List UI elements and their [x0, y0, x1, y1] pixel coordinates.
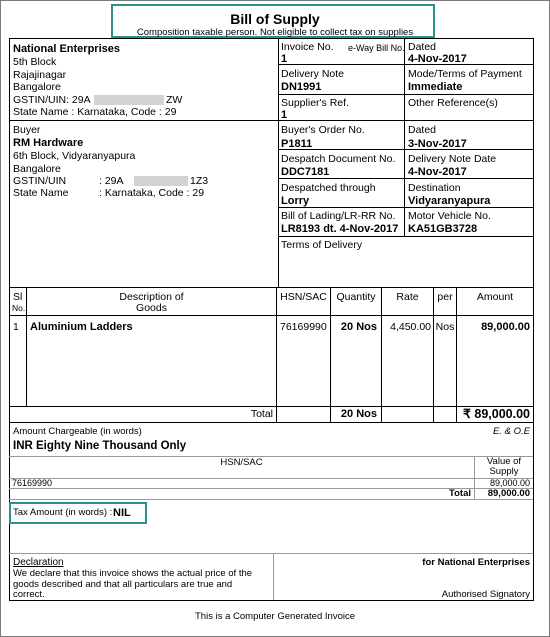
value-of-supply-header-2: Supply [489, 466, 519, 477]
seller-address-3: Bangalore [13, 81, 61, 93]
hsn-summary-total-value: 89,000.00 [487, 488, 530, 499]
col-sl-header-1: Sl [13, 291, 23, 303]
rule [9, 120, 278, 121]
item-per: Nos [435, 321, 455, 333]
rule [9, 406, 533, 407]
seller-gstin-suffix: ZW [166, 94, 183, 106]
buyer-gstin-label: GSTIN/UIN [13, 175, 67, 187]
buyers-order-value: P1811 [281, 138, 313, 150]
buyer-state-value: : Karnataka, Code : 29 [99, 187, 205, 199]
buyer-label: Buyer [13, 124, 41, 136]
tax-amount-label: Tax Amount (in words) : [13, 507, 113, 518]
rule [433, 287, 434, 422]
col-quantity-header: Quantity [336, 291, 376, 303]
seller-address-2: Rajajinagar [13, 69, 67, 81]
supplier-ref-value: 1 [281, 109, 288, 121]
rule [276, 287, 277, 422]
eway-bill-label: e-Way Bill No. [348, 43, 405, 53]
delivery-note-date-label: Delivery Note Date [408, 153, 497, 165]
rule [278, 38, 279, 287]
eoe-label: E. & O.E [493, 426, 530, 437]
buyer-gstin-prefix: : 29A [99, 175, 124, 187]
authorised-signatory-label: Authorised Signatory [441, 589, 530, 600]
mode-label: Mode/Terms of Payment [408, 68, 522, 80]
item-hsn: 76169990 [280, 321, 327, 333]
other-ref-label: Other Reference(s) [408, 97, 498, 109]
rule [330, 287, 331, 422]
for-company-label: for National Enterprises [422, 557, 530, 568]
delivery-note-date-value: 4-Nov-2017 [408, 166, 467, 178]
items-total-amount: ₹ 89,000.00 [462, 407, 530, 421]
rule [9, 553, 533, 554]
dated-label: Dated [408, 41, 437, 53]
col-description-header-2: Goods [136, 302, 167, 314]
mode-value: Immediate [408, 81, 463, 93]
footer-note: This is a Computer Generated Invoice [195, 611, 355, 622]
rule [9, 478, 533, 479]
items-total-label: Total [250, 408, 273, 420]
item-rate: 4,450.00 [390, 321, 431, 333]
amount-words-value: INR Eighty Nine Thousand Only [13, 440, 187, 452]
tax-amount-value: NIL [113, 507, 131, 519]
col-per-header: per [437, 291, 453, 303]
supplier-ref-label: Supplier's Ref. [281, 97, 349, 109]
destination-value: Vidyaranyapura [408, 195, 491, 207]
dated-value: 4-Nov-2017 [408, 53, 467, 65]
buyers-order-label: Buyer's Order No. [281, 124, 365, 136]
despatch-doc-value: DDC7181 [281, 166, 330, 178]
rule [278, 236, 533, 237]
item-amount: 89,000.00 [481, 321, 530, 333]
value-of-supply-header-1: Value of [486, 456, 522, 467]
delivery-note-value: DN1991 [281, 81, 322, 93]
declaration-line-3: correct. [13, 589, 45, 600]
rule [278, 94, 533, 95]
col-description-header-1: Description of [119, 291, 184, 303]
invoice-no-label: Invoice No. [281, 41, 334, 53]
rule [278, 207, 533, 208]
despatch-doc-label: Despatch Document No. [281, 153, 396, 165]
buyer-state-label: State Name [13, 187, 69, 199]
hsn-summary-row-hsn: 76169990 [12, 478, 53, 488]
item-sl: 1 [13, 321, 19, 333]
rule [278, 149, 533, 150]
declaration-heading: Declaration [13, 557, 64, 568]
seller-name: National Enterprises [13, 43, 120, 55]
despatched-through-value: Lorry [281, 195, 310, 207]
buyer-address-1: 6th Block, Vidyaranyapura [13, 150, 136, 162]
rule [273, 553, 274, 600]
col-hsn-header: HSN/SAC [280, 291, 327, 303]
item-quantity: 20 Nos [340, 321, 377, 333]
terms-of-delivery-label: Terms of Delivery [281, 239, 363, 251]
rule [9, 38, 533, 39]
buyer-name: RM Hardware [13, 137, 84, 149]
motor-vehicle-value: KA51GB3728 [408, 223, 478, 235]
items-total-quantity: 20 Nos [340, 408, 377, 420]
delivery-note-label: Delivery Note [281, 68, 345, 80]
rule [278, 178, 533, 179]
item-description: Aluminium Ladders [30, 321, 133, 333]
buyer-address-2: Bangalore [13, 163, 61, 175]
col-rate-header: Rate [396, 291, 419, 303]
document-title: Bill of Supply [230, 11, 320, 27]
seller-state: State Name : Karnataka, Code : 29 [13, 106, 177, 118]
order-dated-label: Dated [408, 124, 437, 136]
declaration-line-1: We declare that this invoice shows the actual price of the [13, 568, 253, 579]
declaration-line-2: goods described and that all particulars are true and [13, 579, 233, 590]
rule [456, 287, 457, 422]
document-subtitle: Composition taxable person. Not eligible to collect tax on supplies [136, 27, 414, 38]
bill-of-lading-value: LR8193 dt. 4-Nov-2017 [281, 223, 399, 235]
despatched-through-label: Despatched through [281, 182, 376, 194]
col-sl-header-2: No. [12, 303, 26, 313]
destination-label: Destination [408, 182, 461, 194]
hsn-summary-row-value: 89,000.00 [489, 478, 530, 488]
rule [278, 64, 533, 65]
rule [9, 499, 533, 500]
rule [9, 287, 533, 288]
rule [9, 315, 533, 316]
buyer-gstin-suffix: 1Z3 [190, 175, 209, 187]
rule [9, 422, 533, 423]
rule [533, 38, 534, 600]
redaction-bar [94, 95, 164, 105]
bill-of-lading-label: Bill of Lading/LR-RR No. [281, 210, 396, 222]
amount-words-label: Amount Chargeable (in words) [13, 426, 142, 437]
order-dated-value: 3-Nov-2017 [408, 138, 467, 150]
rule [278, 120, 533, 121]
hsn-summary-total-label: Total [449, 488, 471, 499]
invoice-no-value: 1 [281, 53, 288, 65]
motor-vehicle-label: Motor Vehicle No. [408, 210, 491, 222]
col-amount-header: Amount [476, 291, 514, 303]
seller-gstin-prefix: GSTIN/UIN: 29A [13, 94, 91, 106]
seller-address-1: 5th Block [13, 56, 57, 68]
redaction-bar [134, 176, 188, 186]
hsn-summary-header: HSN/SAC [220, 457, 263, 468]
rule [381, 287, 382, 422]
